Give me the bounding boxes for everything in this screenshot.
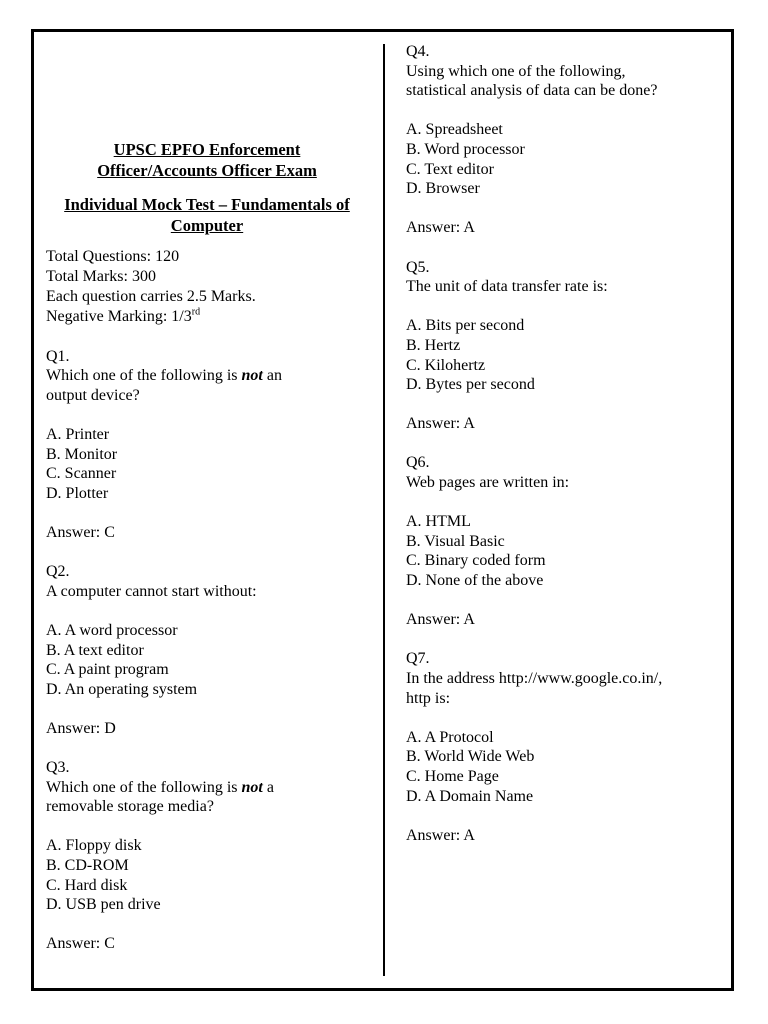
option-b: B. Hertz bbox=[406, 336, 461, 354]
answer: Answer: D bbox=[46, 719, 116, 737]
answer: Answer: C bbox=[46, 935, 115, 953]
question-number: Q7. bbox=[406, 650, 430, 668]
option-d: D. A Domain Name bbox=[406, 787, 534, 805]
option-a: A. Spreadsheet bbox=[406, 121, 503, 139]
question-text-line-1: Web pages are written in: bbox=[406, 474, 570, 492]
option-d: D. Bytes per second bbox=[406, 376, 535, 394]
question-4 bbox=[406, 42, 716, 238]
question-number: Q6. bbox=[406, 454, 430, 472]
test-title-line-1: Individual Mock Test – Fundamentals of bbox=[64, 195, 350, 214]
test-title bbox=[46, 194, 368, 236]
question-text-line-2: removable storage media? bbox=[46, 798, 214, 816]
question-number: Q4. bbox=[406, 43, 430, 60]
exam-title-line-2: Officer/Accounts Officer Exam bbox=[97, 161, 317, 180]
option-b: B. World Wide Web bbox=[406, 748, 535, 766]
question-text-line-1: In the address http://www.google.co.in/, bbox=[406, 670, 663, 687]
option-a: A. Bits per second bbox=[406, 317, 525, 335]
option-c: C. Text editor bbox=[406, 160, 494, 178]
question-text-line-2: http is: bbox=[406, 689, 451, 707]
option-b: B. Monitor bbox=[46, 445, 118, 463]
options-list bbox=[46, 836, 368, 914]
option-b: B. CD-ROM bbox=[46, 857, 129, 875]
answer: Answer: A bbox=[406, 611, 475, 629]
exam-title bbox=[46, 139, 368, 181]
question-text-pre: Which one of the following is bbox=[46, 367, 242, 385]
options-list bbox=[406, 316, 716, 394]
option-a: A. A Protocol bbox=[406, 728, 494, 746]
test-title-line-2: Computer bbox=[170, 216, 244, 235]
question-6 bbox=[406, 453, 716, 629]
option-c: C. Kilohertz bbox=[406, 356, 486, 374]
negative-marking bbox=[46, 307, 368, 327]
question-3 bbox=[46, 758, 368, 954]
question-number: Q2. bbox=[46, 563, 70, 581]
option-b: B. Word processor bbox=[406, 140, 525, 158]
option-a: A. A word processor bbox=[46, 621, 178, 639]
question-text-emphasis: not bbox=[241, 367, 263, 385]
options-list bbox=[46, 425, 368, 503]
question-text-emphasis: not bbox=[241, 778, 263, 796]
option-a: A. HTML bbox=[406, 513, 471, 531]
marks-per-question: Each question carries 2.5 Marks. bbox=[46, 288, 256, 305]
option-d: D. Browser bbox=[406, 180, 480, 198]
question-number: Q1. bbox=[46, 347, 70, 365]
option-a: A. Floppy disk bbox=[46, 837, 142, 855]
question-text-line-1 bbox=[46, 366, 368, 386]
option-d: D. USB pen drive bbox=[46, 896, 161, 914]
answer: Answer: C bbox=[46, 523, 115, 541]
options-list bbox=[406, 512, 716, 590]
option-b: B. A text editor bbox=[46, 641, 144, 659]
option-d: D. Plotter bbox=[46, 484, 109, 502]
question-text-line-2: output device? bbox=[46, 386, 140, 404]
exam-title-line-1: UPSC EPFO Enforcement bbox=[113, 140, 301, 159]
question-text-line-1: The unit of data transfer rate is: bbox=[406, 278, 608, 296]
question-text-line-1: A computer cannot start without: bbox=[46, 582, 257, 600]
option-c: C. Scanner bbox=[46, 465, 117, 483]
option-c: C. Binary coded form bbox=[406, 552, 546, 570]
option-a: A. Printer bbox=[46, 425, 110, 443]
answer: Answer: A bbox=[406, 415, 475, 433]
question-number: Q5. bbox=[406, 258, 430, 276]
question-text-line-2: statistical analysis of data can be done? bbox=[406, 82, 658, 100]
options-list bbox=[406, 120, 716, 198]
exam-info bbox=[46, 247, 368, 327]
negative-marking-text: Negative Marking: 1/3 bbox=[46, 308, 192, 325]
question-number: Q3. bbox=[46, 759, 70, 777]
right-column bbox=[406, 42, 716, 845]
option-c: C. Hard disk bbox=[46, 876, 128, 894]
option-c: C. Home Page bbox=[406, 767, 499, 785]
answer: Answer: A bbox=[406, 219, 475, 237]
option-d: D. None of the above bbox=[406, 572, 544, 590]
question-text-post: a bbox=[262, 778, 274, 796]
question-text-line-1 bbox=[46, 778, 368, 798]
left-column bbox=[46, 139, 368, 954]
question-2 bbox=[46, 562, 368, 738]
option-c: C. A paint program bbox=[46, 661, 169, 679]
option-b: B. Visual Basic bbox=[406, 532, 505, 550]
total-marks: Total Marks: 300 bbox=[46, 268, 156, 285]
question-text-post: an bbox=[262, 367, 282, 385]
question-5 bbox=[406, 258, 716, 434]
options-list bbox=[46, 621, 368, 699]
question-1 bbox=[46, 347, 368, 543]
question-7 bbox=[406, 649, 716, 845]
total-questions: Total Questions: 120 bbox=[46, 248, 180, 265]
options-list bbox=[406, 728, 716, 806]
answer: Answer: A bbox=[406, 826, 475, 844]
option-d: D. An operating system bbox=[46, 680, 198, 698]
column-divider bbox=[383, 44, 385, 976]
question-text-line-1: Using which one of the following, bbox=[406, 62, 626, 80]
negative-marking-sup: rd bbox=[191, 306, 201, 318]
question-text-pre: Which one of the following is bbox=[46, 778, 242, 796]
